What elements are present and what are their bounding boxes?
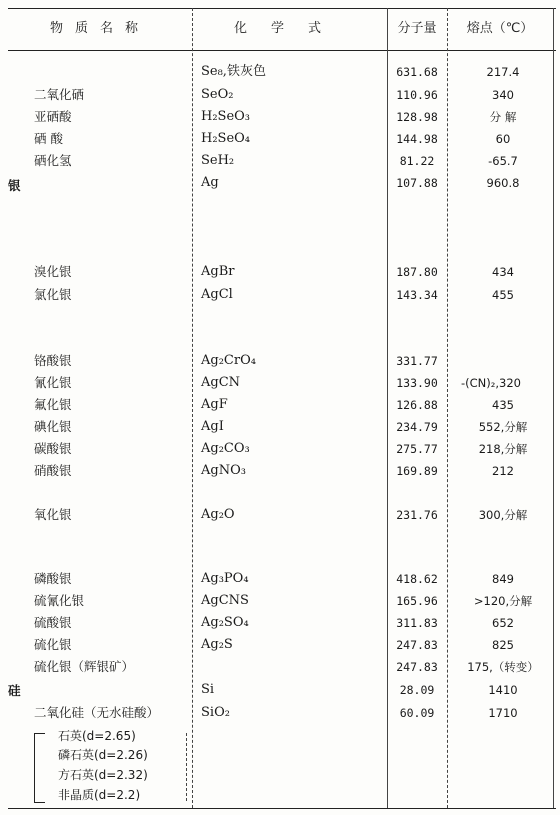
row-melting-point: -(CN)₂,320 <box>461 376 521 390</box>
row-formula: AgCN <box>201 375 241 390</box>
element-label-silicon: 硅 <box>8 683 21 698</box>
row-melting-point: 434 <box>492 265 514 279</box>
row-formula: Ag₂O <box>201 507 235 522</box>
row-molecular-weight: 126.88 <box>396 398 438 412</box>
table-bottom-rule <box>8 808 556 809</box>
row-name: 铬酸银 <box>34 353 72 368</box>
silica-forms-bracket <box>34 733 45 803</box>
row-name: 氟化银 <box>34 397 72 412</box>
silica-form-item: 方石英(d=2.32) <box>58 768 148 782</box>
silica-form-item: 磷石英(d=2.26) <box>58 748 148 762</box>
header-chemical-formula: 化学式 <box>233 21 345 36</box>
row-molecular-weight: 128.98 <box>396 110 438 124</box>
row-formula: AgCl <box>201 287 233 302</box>
row-melting-point: >120,分解 <box>473 594 533 608</box>
row-formula: Ag₂CO₃ <box>201 441 250 456</box>
row-melting-point: 60 <box>495 132 511 146</box>
row-molecular-weight: 165.96 <box>396 594 438 608</box>
row-formula: Ag₂CrO₄ <box>201 353 256 368</box>
row-melting-point: 218,分解 <box>478 442 528 456</box>
row-name: 溴化银 <box>34 264 72 279</box>
row-formula: Ag <box>201 175 219 190</box>
header-melting-point: 熔点（℃） <box>466 21 534 36</box>
row-molecular-weight: 311.83 <box>396 616 438 630</box>
row-melting-point: 1410 <box>488 683 518 697</box>
row-name: 二氧化硅（无水硅酸） <box>34 705 160 720</box>
silica-form-item: 石英(d=2.65) <box>58 729 136 743</box>
row-melting-point: 1710 <box>488 706 518 720</box>
row-name: 碳酸银 <box>34 441 72 456</box>
row-melting-point: 849 <box>492 572 514 586</box>
silica-form-item: 非晶质(d=2.2) <box>58 788 141 802</box>
row-melting-point: 825 <box>492 638 514 652</box>
row-formula: H₂SeO₃ <box>201 109 251 124</box>
row-melting-point: 217.4 <box>486 65 520 79</box>
row-melting-point <box>453 351 553 371</box>
row-molecular-weight: 28.09 <box>399 683 435 697</box>
row-name: 氧化银 <box>34 507 72 522</box>
row-molecular-weight: 187.80 <box>396 265 438 279</box>
row-name: 二氧化硒 <box>34 87 85 102</box>
row-melting-point: 300,分解 <box>478 508 528 522</box>
row-melting-point: 212 <box>492 464 514 478</box>
row-melting-point: 455 <box>492 288 514 302</box>
row-melting-point: -65.7 <box>488 154 518 168</box>
row-formula: AgCNS <box>201 593 249 608</box>
row-formula: Ag₂SO₄ <box>201 615 249 630</box>
row-name: 硫酸银 <box>34 615 72 630</box>
row-molecular-weight: 60.09 <box>399 706 435 720</box>
row-name: 氯化银 <box>34 287 72 302</box>
table-top-rule <box>8 8 556 9</box>
row-formula: AgNO₃ <box>201 463 246 478</box>
row-name: 硒 酸 <box>34 131 63 146</box>
row-molecular-weight: 331.77 <box>396 354 438 368</box>
column-divider-mw-mp <box>447 8 448 808</box>
row-formula: Se₈,铁灰色 <box>201 64 266 79</box>
row-molecular-weight: 110.96 <box>396 88 438 102</box>
header-rule <box>8 50 556 51</box>
row-molecular-weight: 169.89 <box>396 464 438 478</box>
row-molecular-weight: 231.76 <box>396 508 438 522</box>
row-formula: SiO₂ <box>201 705 230 720</box>
row-molecular-weight: 247.83 <box>396 660 438 674</box>
row-formula: Ag₂S <box>201 637 233 652</box>
row-name: 碘化银 <box>34 419 72 434</box>
row-molecular-weight: 234.79 <box>396 420 438 434</box>
row-name: 硝酸银 <box>34 463 72 478</box>
row-melting-point: 435 <box>492 398 514 412</box>
row-name: 硫氰化银 <box>34 593 85 608</box>
row-molecular-weight: 247.83 <box>396 638 438 652</box>
row-formula: AgI <box>201 419 224 434</box>
row-formula: AgF <box>201 397 228 412</box>
row-molecular-weight: 275.77 <box>396 442 438 456</box>
row-molecular-weight: 144.98 <box>396 132 438 146</box>
row-melting-point: 652 <box>492 616 514 630</box>
row-molecular-weight: 418.62 <box>396 572 438 586</box>
row-melting-point: 552,分解 <box>478 420 528 434</box>
row-formula: Ag₃PO₄ <box>201 571 249 586</box>
row-melting-point: 分 解 <box>489 110 517 124</box>
row-name: 亚硒酸 <box>34 109 72 124</box>
row-melting-point: 175,（转变） <box>467 660 539 674</box>
row-formula: SeH₂ <box>201 153 235 168</box>
header-substance-name: 物质名称 <box>49 21 150 36</box>
row-molecular-weight: 133.90 <box>396 376 438 390</box>
row-name: 磷酸银 <box>34 571 72 586</box>
header-molecular-weight: 分子量 <box>397 21 437 36</box>
row-formula: AgBr <box>201 264 235 279</box>
element-label-silver: 银 <box>8 178 21 193</box>
row-name: 硒化氢 <box>34 153 72 168</box>
row-formula: SeO₂ <box>201 87 234 102</box>
row-melting-point: 340 <box>492 88 514 102</box>
row-name: 硫化银（辉银矿） <box>34 659 135 674</box>
row-melting-point: 960.8 <box>486 176 520 190</box>
row-molecular-weight: 143.34 <box>396 288 438 302</box>
row-molecular-weight: 107.88 <box>396 176 438 190</box>
row-formula: H₂SeO₄ <box>201 131 251 146</box>
row-formula: Si <box>201 682 215 697</box>
table-right-border <box>553 8 554 808</box>
row-molecular-weight: 631.68 <box>396 65 438 79</box>
row-name: 硫化银 <box>34 637 72 652</box>
row-molecular-weight: 81.22 <box>399 154 435 168</box>
silica-forms-bracket-right <box>178 733 187 801</box>
column-divider-name-formula <box>192 8 193 808</box>
row-name: 氰化银 <box>34 375 72 390</box>
